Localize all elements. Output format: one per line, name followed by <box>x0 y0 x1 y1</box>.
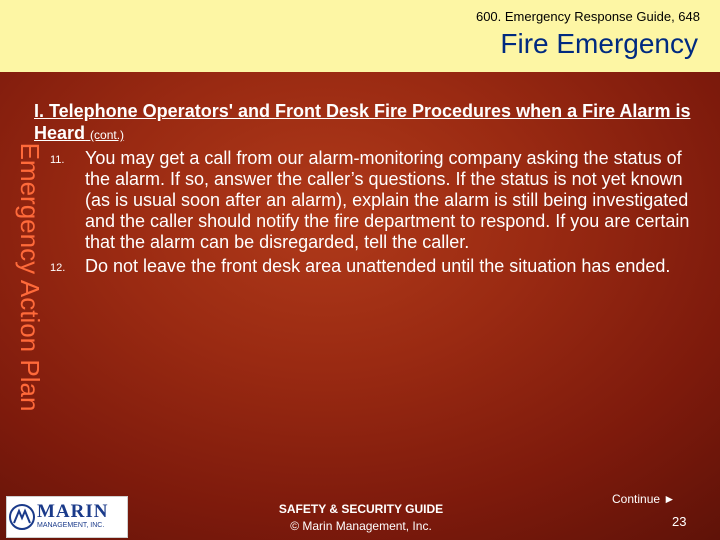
list-item <box>34 256 694 277</box>
header-subtitle: 600. Emergency Response Guide, 648 <box>475 9 700 24</box>
marin-logo-icon <box>9 503 35 531</box>
page-title: Fire Emergency <box>500 28 698 59</box>
list-item-text: You may get a call from our alarm-monitoring company asking the status of the alarm. If so, answer the caller’s questions. If the status is not yet known (as is usual soon after an alarm), explain the alarm is still being investigated and the caller should notify the fire department to respond. If you are certain that the alarm can be disregarded, tell the caller. <box>85 148 690 252</box>
section-heading-text: I. Telephone Operators' and Front Desk Fire Procedures when a Fire Alarm is Heard <box>34 101 691 143</box>
header-banner <box>0 0 720 72</box>
section-heading <box>34 100 694 146</box>
footer-copyright: © Marin Management, Inc. <box>290 519 432 533</box>
continue-link[interactable]: Continue ► <box>612 492 676 506</box>
content-area <box>34 100 694 280</box>
footer-guide-title: SAFETY & SECURITY GUIDE <box>278 502 444 516</box>
list-item-text: Do not leave the front desk area unattended until the situation has ended. <box>85 256 671 276</box>
page-number: 23 <box>672 514 687 529</box>
section-heading-suffix: (cont.) <box>90 128 125 142</box>
company-logo <box>6 496 128 538</box>
logo-text: MARIN <box>37 501 109 522</box>
list-item <box>34 148 694 253</box>
logo-subtext: MANAGEMENT, INC. <box>37 522 105 529</box>
side-label: Emergency Action Plan <box>15 142 45 412</box>
list-item-number: 11. <box>50 154 65 166</box>
list-item-number: 12. <box>50 262 66 274</box>
